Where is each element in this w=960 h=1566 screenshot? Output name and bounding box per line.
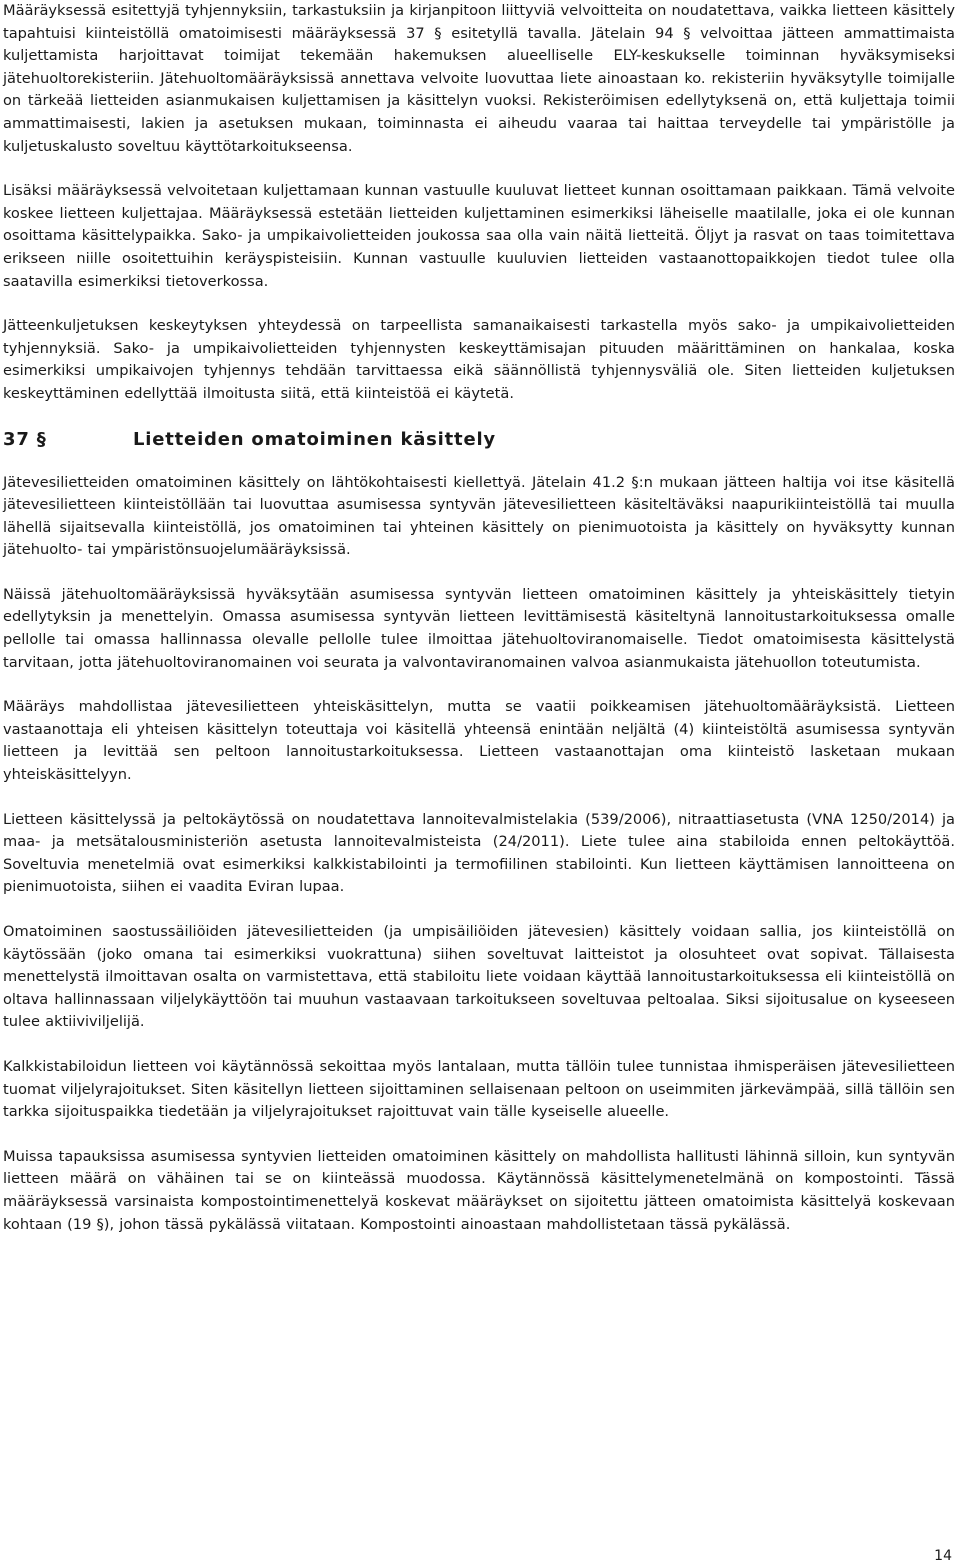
paragraph-spacer (3, 562, 955, 584)
paragraph-accepted-self-treatment: Näissä jätehuoltomääräyksissä hyväksytään asumisessa syntyvän lietteen omatoiminen käsittely ja yhteiskäsittely tietyin edellytyksin ja menettelyin. Omassa asumisessa syntyvän lietteen levittämisestä käsiteltynä lannoitustarkoituksessa omalle pellolle tai omassa hallinnassa olevalle pellolle tulee ilmoittaa jätehuoltoviranomaiselle. Tiedot omatoimisesta käsittelystä tarvitaan, jotta jätehuoltoviranomainen voi seurata ja valvontaviranomainen valvoa asianmukaista jätehuollon toteutumista. (3, 585, 955, 671)
section-heading (3, 428, 955, 452)
paragraph-spacer (3, 674, 955, 696)
paragraph-transport-suspension: Jätteenkuljetuksen keskeytyksen yhteydessä on tarpeellista samanaikaisesti tarkastella myös sako- ja umpikaivolietteiden tyhjennyksiä. Sako- ja umpikaivolietteiden tyhjennysten keskeyttämisajan pituuden määrittäminen on hankalaa, koska esimerkiksi umpikaivojen tyhjennys tehdään tarvittaessa eikä säännöllistä tyhjennysväliä ole. Siten lietteiden kuljetuksen keskeyttäminen edellyttää ilmoitusta siitä, että kiinteistöä ei käytetä. (3, 317, 955, 402)
paragraph-spacer (3, 787, 955, 809)
paragraph-spacer (3, 406, 955, 428)
section-heading-title: Lietteiden omatoiminen käsittely (133, 428, 496, 450)
paragraph-spacer (3, 293, 955, 315)
paragraph-self-treatment-prohibited: Jätevesilietteiden omatoiminen käsittely on lähtökohtaisesti kiellettyä. Jätelain 41.2 §:n mukaan jätteen haltija voi itse käsitellä jätevesilietteen kiinteistöllään tai luovuttaa asumisessa syntyvän jätevesilietteen käsiteltäväksi naapurikiinteistöllä tai muulla lähellä sijaitsevalla kiinteistöllä, jos omatoiminen tai yhteinen käsittely on pienimuotoista ja käsittely on hyväksytty kunnan jätehuolto- tai ympäristönsuojelumääräyksissä. (3, 473, 955, 559)
paragraph-septic-tank-treatment: Omatoiminen saostussäiliöiden jätevesilietteiden (ja umpisäiliöiden jätevesien) käsittely voidaan sallia, jos kiinteistöllä on käytössään (joko omana tai esimerkiksi vuokrattuna) siihen soveltuvat laitteistot ja olosuhteet ovat sopivat. Tällaisesta menettelystä ilmoittavan osalta on varmistettava, että stabiloitu liete voidaan käyttää lannoitustarkoituksessa eli kiinteistöllä on oltava hallinnassaan viljelykäyttöön tai muuhun vastaavaan tarkoitukseen soveltuvaa peltoalaa. Siksi sijoitusalue on kyseeseen tulee aktiiviviljelijä. (3, 923, 955, 1031)
paragraph-field-use-legislation: Lietteen käsittelyssä ja peltokäytössä on noudatettava lannoitevalmistelakia (539/2006), nitraattiasetusta (VNA 1250/2014) ja maa- ja metsätalousministeriön asetusta lannoitevalmisteista (24/2011). Liete tulee aina stabiloida ennen peltokäyttöä. Soveltuvia menetelmiä ovat esimerkiksi kalkkistabilointi ja termofiilinen stabilointi. Kun lietteen käyttämisen lannoitteena on pienimuotoista, siihen ei vaadita Eviran lupaa. (3, 810, 955, 896)
paragraph-spacer (3, 1034, 955, 1056)
page-number: 14 (934, 1548, 952, 1564)
document-body (3, 0, 955, 1236)
paragraph-composting: Muissa tapauksissa asumisessa syntyvien lietteiden omatoiminen käsittely on mahdollista hallitusti lähinnä silloin, kun syntyvän lietteen määrä on vähäinen tai se on kiinteässä muodossa. Käytännössä käsittelymenetelmänä on kompostointi. Tässä määräyksessä varsinaista kompostointimenettelyä koskevat määräykset on sijoitettu jätteen omatoimista käsittelyä koskevaan kohtaan (19 §), johon tässä pykälässä viitataan. Kompostointi ainoastaan mahdollistetaan tässä pykälässä. (3, 1147, 955, 1233)
paragraph-joint-treatment: Määräys mahdollistaa jätevesilietteen yhteiskäsittelyn, mutta se vaatii poikkeamisen jätehuoltomääräyksistä. Lietteen vastaanottaja eli yhteisen käsittelyn toteuttaja voi käsitellä yhteensä enintään neljältä (4) kiinteistöltä asumisessa syntyvän lietteen ja levittää sen peltoon lannoitustarkoituksessa. Lietteen vastaanottajan oma kiinteistö lasketaan mukaan yhteiskäsittelyyn. (3, 698, 955, 784)
paragraph-lime-stabilized-sludge: Kalkkistabiloidun lietteen voi käytännössä sekoittaa myös lantalaan, mutta tällöin tulee tunnistaa ihmisperäisen jätevesilietteen tuomat viljelyrajoitukset. Siten käsitellyn lietteen sijoittaminen sellaisenaan peltoon on useimmiten järkevämpää, sillä tällöin sen tarkka sijoituspaikka tiedetään ja viljelyrajoitukset rajoittuvat vain tälle kyseiselle alueelle. (3, 1057, 955, 1121)
paragraph-registration-obligations: Määräyksessä esitettyjä tyhjennyksiin, tarkastuksiin ja kirjanpitoon liittyviä velvoitteita on noudatettava, vaikka lietteen käsittely tapahtuisi kiinteistöllä omatoimisesti määräyksessä 37 § esitetyllä tavalla. Jätelain 94 § velvoittaa jätteen ammattimaista kuljettamista harjoittavat toimijat tekemään hakemuksen alueelliselle ELY-keskukselle toiminnan hyväksymiseksi jätehuoltorekisteriin. Jätehuoltomääräyksissä annettava velvoite luovuttaa liete ainoastaan ko. rekisteriin hyväksytylle toimijalle on tärkeää lietteiden asianmukaisen kuljettamisen ja käsittelyn vuoksi. Rekisteröimisen edellytyksenä on, että kuljettaja toimii ammattimaisesti, lakien ja asetuksen mukaan, toiminnasta ei aiheudu vaaraa tai haittaa terveydelle tai ympäristölle ja kuljetuskalusto soveltuu käyttötarkoitukseensa. (3, 2, 955, 155)
paragraph-spacer (3, 899, 955, 921)
paragraph-spacer (3, 1124, 955, 1146)
paragraph-spacer (3, 452, 955, 472)
section-heading-number: 37 § (3, 428, 47, 450)
paragraph-spacer (3, 158, 955, 180)
paragraph-delivery-location: Lisäksi määräyksessä velvoitetaan kuljettamaan kunnan vastuulle kuuluvat lietteet kunnan osoittamaan paikkaan. Tämä velvoite koskee lietteen kuljettajaa. Määräyksessä estetään lietteiden kuljettaminen esimerkiksi läheiselle maatilalle, joka ei ole kunnan osoittama käsittelypaikka. Sako- ja umpikaivolietteiden joukossa saa olla vain näitä lietteitä. Öljyt ja rasvat on taas toimitettava erikseen niille osoitettuihin keräyspisteisiin. Kunnan vastuulle kuuluvien lietteiden vastaanottopaikkojen tiedot tulee olla saatavilla esimerkiksi tietoverkossa. (3, 182, 955, 290)
